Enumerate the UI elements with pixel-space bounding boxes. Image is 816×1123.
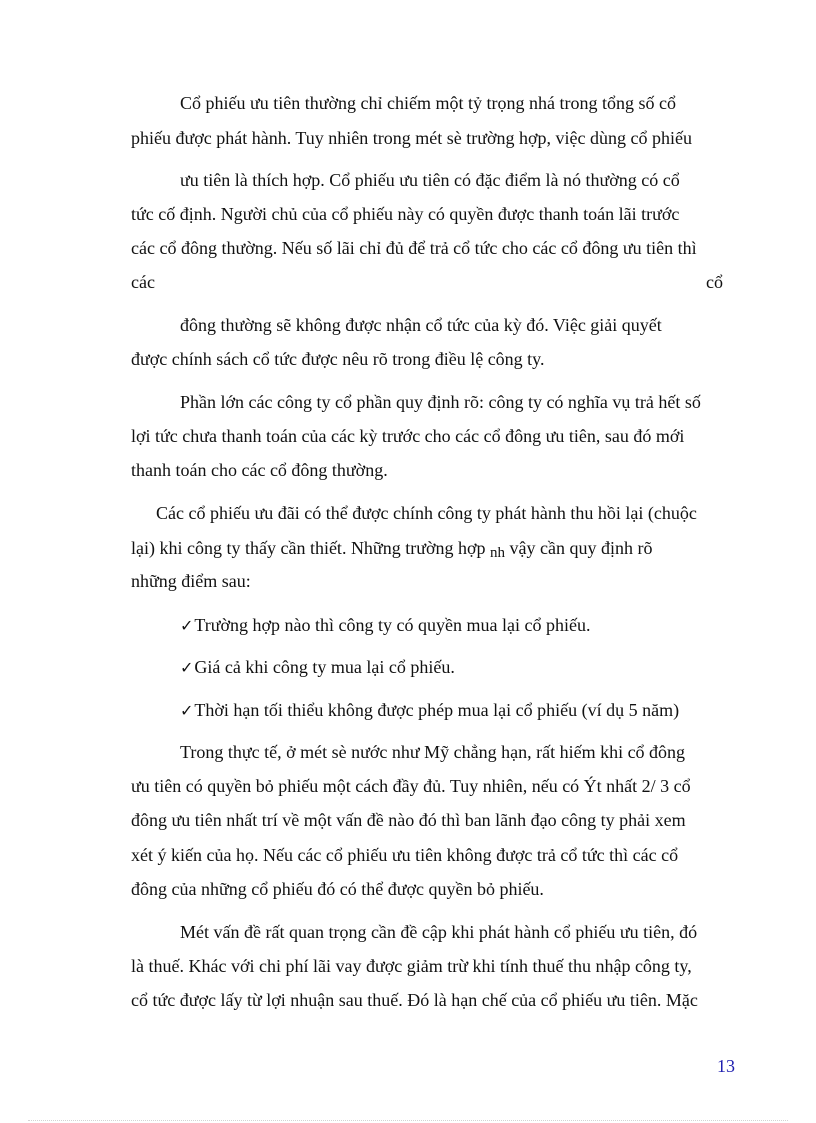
paragraph-5-line-3: những điểm sau:	[131, 571, 251, 591]
paragraph-2-line-3: các cổ đông thường. Nếu số lãi chỉ đủ để trả cổ tức cho các cổ đông ưu tiên thì	[131, 238, 697, 258]
paragraph-4-line-1: Phần lớn các công ty cổ phần quy định rõ: công ty có nghĩa vụ trả hết số	[180, 392, 701, 412]
paragraph-5-line-2-c: vậy cần quy định rõ	[504, 538, 653, 558]
paragraph-3-line-2: được chính sách cổ tức được nêu rõ trong điều lệ công ty.	[131, 349, 545, 369]
paragraph-7-line-1: Mét vấn đề rất quan trọng cần đề cập khi phát hành cổ phiếu ưu tiên, đó	[180, 922, 698, 942]
paragraph-4-line-2: lợi tức chưa thanh toán của các kỳ trước cho các cổ đông ưu tiên, sau đó mới	[131, 426, 685, 446]
paragraph-6-line-4: xét ý kiến của họ. Nếu các cổ phiếu ưu tiên không được trả cổ tức thì các cổ	[131, 845, 679, 865]
paragraph-7-line-3: cổ tức được lấy từ lợi nhuận sau thuế. Đó là hạn chế của cổ phiếu ưu tiên. Mặc	[131, 990, 698, 1010]
paragraph-5-line-2-fragment: nh	[489, 545, 505, 561]
checkmark-icon: ✓	[180, 616, 194, 635]
bullet-item	[180, 657, 455, 678]
page-bottom-divider	[28, 1120, 788, 1121]
paragraph-4-line-3: thanh toán cho các cổ đông thường.	[131, 460, 388, 480]
paragraph-3-line-1: đông thường sẽ không được nhận cổ tức của kỳ đó. Việc giải quyết	[180, 315, 662, 335]
bullet-text: Giá cả khi công ty mua lại cổ phiếu.	[194, 657, 455, 677]
bullet-item	[180, 700, 679, 721]
bullet-text: Trường hợp nào thì công ty có quyền mua lại cổ phiếu.	[194, 615, 591, 635]
paragraph-2-line-4-end: cổ	[706, 272, 723, 292]
paragraph-2-line-1: ưu tiên là thích hợp. Cổ phiếu ưu tiên có đặc điểm là nó thường có cổ	[180, 170, 680, 190]
checkmark-icon: ✓	[180, 701, 194, 720]
paragraph-2-line-2: tức cố định. Người chủ của cổ phiếu này có quyền được thanh toán lãi trước	[131, 204, 680, 224]
paragraph-1-line-1: Cổ phiếu ưu tiên thường chỉ chiếm một tỷ trọng nhá trong tổng số cổ	[180, 93, 676, 113]
paragraph-1-line-2: phiếu được phát hành. Tuy nhiên trong mét sè trường hợp, việc dùng cổ phiếu	[131, 128, 692, 148]
paragraph-5-line-2-a: lại) khi công ty thấy cần thiết. Những trường hợp	[131, 538, 490, 558]
paragraph-6-line-2: ưu tiên có quyền bỏ phiếu một cách đầy đủ. Tuy nhiên, nếu có Ýt nhất 2/ 3 cổ	[131, 776, 691, 796]
page-number: 13	[717, 1056, 735, 1076]
paragraph-2-line-4	[131, 272, 723, 292]
paragraph-6-line-3: đông ưu tiên nhất trí về một vấn đề nào đó thì ban lãnh đạo công ty phải xem	[131, 810, 686, 830]
paragraph-2-line-4-start: các	[131, 272, 155, 292]
paragraph-5-line-2	[131, 538, 652, 560]
bullet-text: Thời hạn tối thiểu không được phép mua lại cổ phiếu (ví dụ 5 năm)	[194, 700, 680, 720]
bullet-item	[180, 615, 590, 636]
paragraph-5-line-1: Các cổ phiếu ưu đãi có thể được chính công ty phát hành thu hồi lại (chuộc	[156, 503, 697, 523]
checkmark-icon: ✓	[180, 658, 194, 677]
paragraph-7-line-2: là thuế. Khác với chi phí lãi vay được giảm trừ khi tính thuế thu nhập công ty,	[131, 956, 692, 976]
paragraph-6-line-1: Trong thực tế, ở mét sè nước như Mỹ chẳng hạn, rất hiếm khi cổ đông	[180, 742, 686, 762]
paragraph-6-line-5: đông của những cổ phiếu đó có thể được quyền bỏ phiếu.	[131, 879, 544, 899]
